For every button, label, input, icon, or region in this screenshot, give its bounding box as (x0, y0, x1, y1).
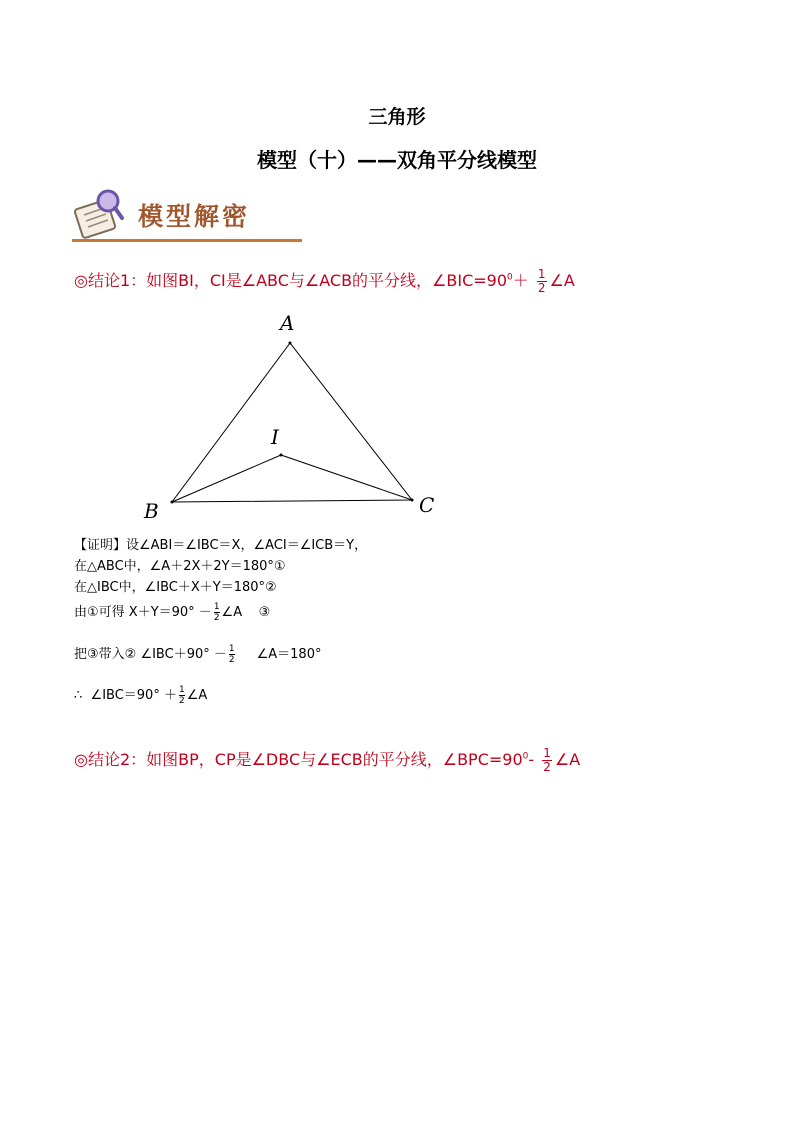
fraction-numerator: 1 (543, 746, 551, 760)
proof-line-4-text: 由①可得 X＋Y＝90° － (74, 605, 212, 620)
proof-line-3: 在△IBC中，∠IBC＋X＋Y＝180°② (74, 580, 277, 595)
bisector-bi (172, 455, 281, 502)
banner-underline (72, 239, 302, 242)
fraction-numerator: 1 (537, 267, 546, 281)
conclusion-1-op: ＋ (512, 271, 529, 290)
label-c: C (419, 493, 435, 517)
proof-line-2: 在△ABC中，∠A＋2X＋2Y＝180°① (74, 559, 286, 574)
point-c (411, 499, 414, 502)
point-a (289, 342, 292, 345)
conclusion-1-fraction (537, 268, 547, 295)
bisector-ci (281, 455, 412, 500)
fraction-denominator: 2 (543, 760, 551, 774)
proof-line-5-fraction (229, 644, 235, 665)
point-b (171, 501, 174, 504)
triangle-abc (172, 343, 412, 502)
page-subtitle: 模型（十）——双角平分线模型 (257, 148, 537, 172)
conclusion-1-angle: ∠A (549, 271, 575, 290)
fraction-numerator: 1 (213, 602, 220, 612)
label-i: I (271, 425, 279, 449)
proof-line-5 (74, 643, 321, 665)
conclusion-2 (74, 747, 580, 774)
proof-line-6-text: ∴ ∠IBC＝90° ＋ (74, 688, 177, 703)
notebook-magnifier-icon (72, 188, 132, 240)
fraction-denominator: 2 (537, 281, 546, 295)
page-title: 三角形 (368, 106, 426, 128)
conclusion-1-degree: 0 (507, 272, 513, 283)
conclusion-1 (74, 268, 575, 295)
proof-line-6 (74, 684, 207, 706)
proof-line-5-tail: ∠A＝180° (256, 647, 322, 662)
conclusion-2-degree: 0 (522, 751, 529, 762)
proof-line-1: 【证明】设∠ABI＝∠IBC＝X，∠ACI＝∠ICB＝Y， (74, 538, 368, 553)
conclusion-2-text: ◎结论2：如图BP，CP是∠DBC与∠ECB的平分线，∠BPC=90 (74, 750, 523, 769)
conclusion-2-op: - (528, 750, 535, 769)
conclusion-1-text: ◎结论1：如图BI，CI是∠ABC与∠ACB的平分线，∠BIC=90 (74, 271, 508, 290)
fraction-numerator: 1 (228, 644, 235, 654)
triangle-figure (130, 306, 460, 526)
point-i (280, 454, 283, 457)
label-b: B (144, 499, 159, 523)
conclusion-2-fraction (542, 747, 552, 774)
proof-line-4-tail: ∠A ③ (221, 605, 271, 620)
proof-line-5-text: 把③带入② ∠IBC＋90° － (74, 647, 227, 662)
label-a: A (280, 311, 295, 335)
proof-line-4 (74, 601, 270, 623)
proof-line-6-tail: ∠A (186, 688, 208, 703)
fraction-numerator: 1 (178, 685, 185, 695)
proof-line-6-fraction (179, 685, 185, 706)
banner-text: 模型解密 (138, 202, 251, 231)
section-banner (72, 188, 304, 246)
fraction-denominator: 2 (213, 613, 220, 623)
fraction-denominator: 2 (178, 696, 185, 706)
fraction-denominator: 2 (228, 655, 235, 665)
conclusion-2-angle: ∠A (554, 750, 581, 769)
proof-line-4-fraction (214, 602, 220, 623)
